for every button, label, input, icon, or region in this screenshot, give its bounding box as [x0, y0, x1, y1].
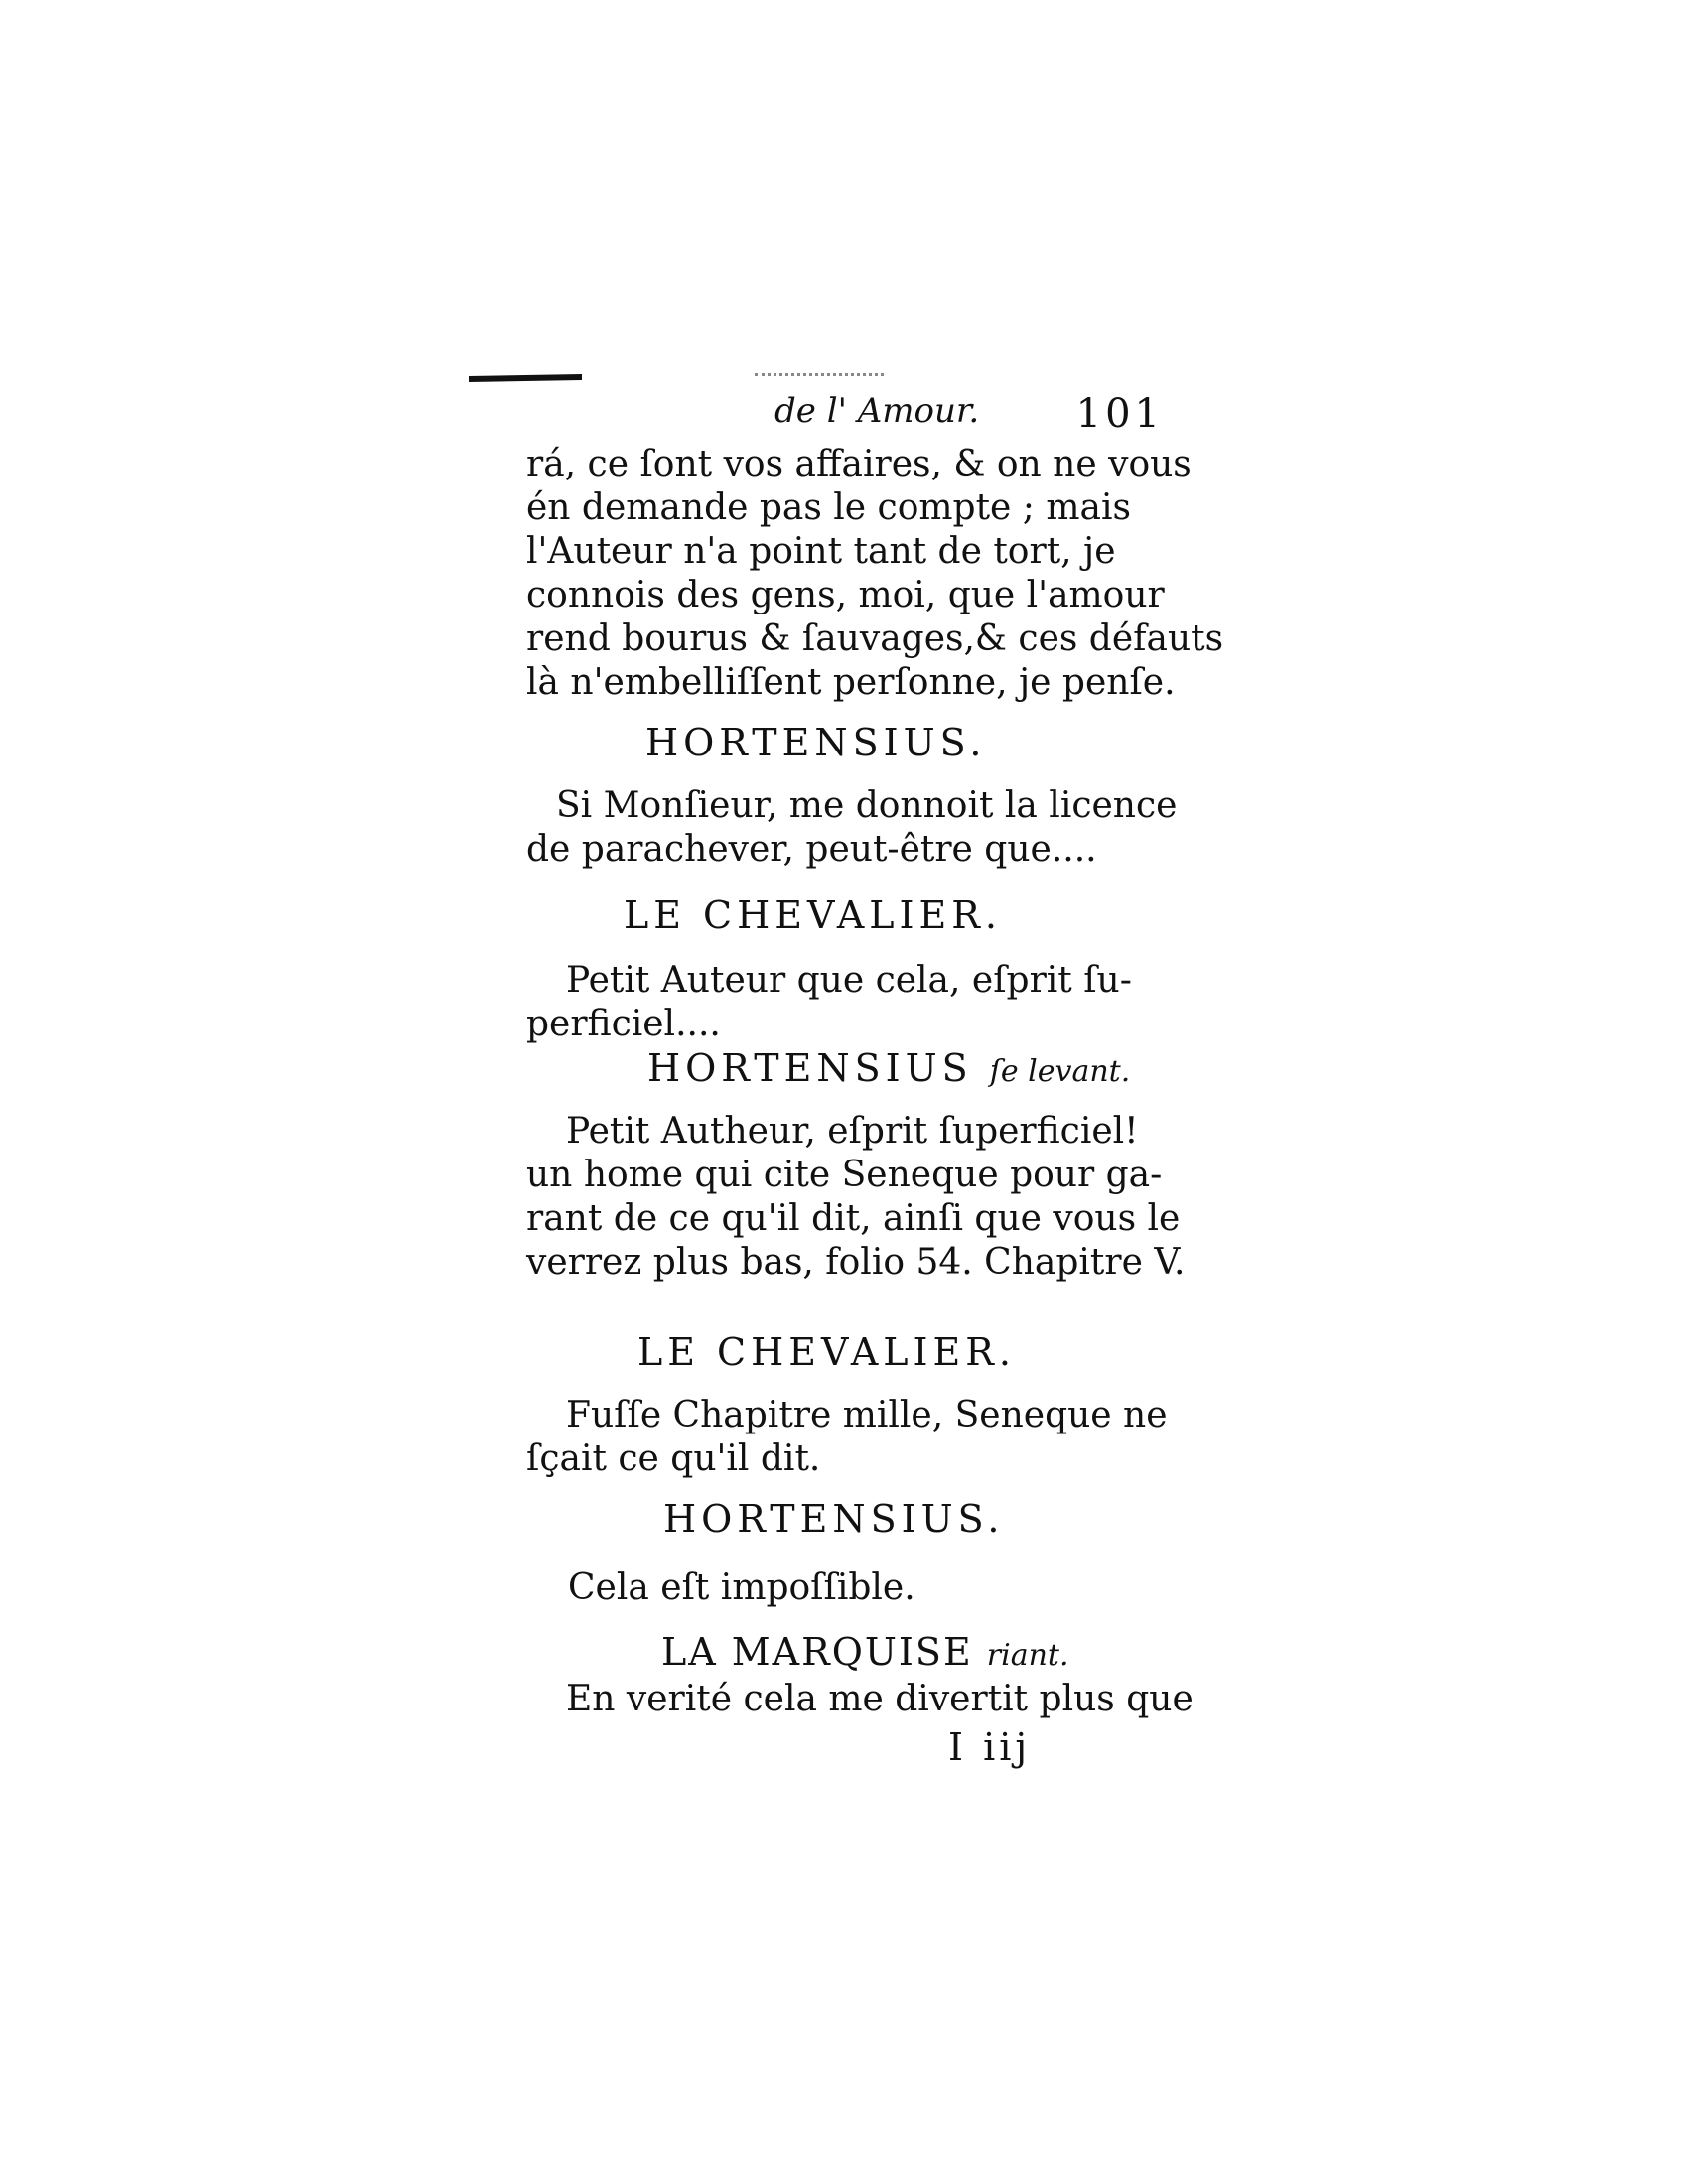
- text-line: rá, ce ſont vos affaires, & on ne vous: [526, 444, 1192, 484]
- text-line: perficiel....: [526, 1004, 721, 1044]
- top-dots: [755, 373, 884, 380]
- speaker-marquise: [661, 1630, 1069, 1674]
- text-line: un home qui cite Seneque pour ga-: [526, 1155, 1163, 1195]
- paragraph-4: [526, 1110, 1211, 1285]
- text-line: connois des gens, moi, que l'amour: [526, 575, 1165, 615]
- text-line: ſçait ce qu'il dit.: [526, 1438, 821, 1479]
- signature-mark: I iij: [948, 1725, 1032, 1769]
- text-line: l'Auteur n'a point tant de tort, je: [526, 531, 1116, 572]
- text-line: de parachever, peut-être que....: [526, 829, 1097, 870]
- speaker-hortensius-1: HORTENSIUS.: [645, 721, 987, 764]
- speaker-chevalier-2: LE CHEVALIER.: [637, 1330, 1016, 1374]
- text-line: Petit Autheur, eſprit ſuperficiel!: [566, 1111, 1139, 1152]
- text-line: én demande pas le compte ; mais: [526, 487, 1131, 528]
- running-title: de l' Amour.: [774, 391, 980, 431]
- text-line: Fuſſe Chapitre mille, Seneque ne: [566, 1395, 1168, 1435]
- paragraph-1: [526, 443, 1224, 705]
- text-line: Petit Auteur que cela, eſprit ſu-: [566, 960, 1132, 1001]
- paragraph-3: [526, 959, 1211, 1046]
- text-line: là n'embelliſſent perſonne, je penſe.: [526, 662, 1176, 703]
- paragraph-2: [526, 784, 1201, 872]
- text-line: Si Monſieur, me donnoit la licence: [556, 785, 1178, 826]
- text-line: Cela eſt impoſſible.: [568, 1568, 915, 1608]
- speaker-hortensius-3: HORTENSIUS.: [663, 1497, 1005, 1541]
- speaker-name: LA MARQUISE: [661, 1630, 973, 1674]
- top-rule: [469, 374, 582, 382]
- paragraph-5: [526, 1394, 1211, 1481]
- stage-direction: ſe levant.: [989, 1054, 1131, 1089]
- speaker-hortensius-2: [647, 1046, 1130, 1090]
- text-line: verrez plus bas, folio 54. Chapitre V.: [526, 1242, 1186, 1283]
- paragraph-6: [568, 1567, 1213, 1610]
- stage-direction: riant.: [986, 1638, 1069, 1673]
- text-line: En verité cela me divertit plus que: [566, 1679, 1194, 1719]
- text-line: rend bourus & ſauvages,& ces défauts: [526, 618, 1224, 659]
- paragraph-7: [566, 1678, 1211, 1721]
- speaker-name: HORTENSIUS: [647, 1046, 973, 1090]
- page-number: 101: [1075, 391, 1164, 437]
- page-header: [526, 391, 1172, 439]
- text-line: rant de ce qu'il dit, ainſi que vous le: [526, 1198, 1181, 1239]
- speaker-chevalier-1: LE CHEVALIER.: [624, 893, 1002, 937]
